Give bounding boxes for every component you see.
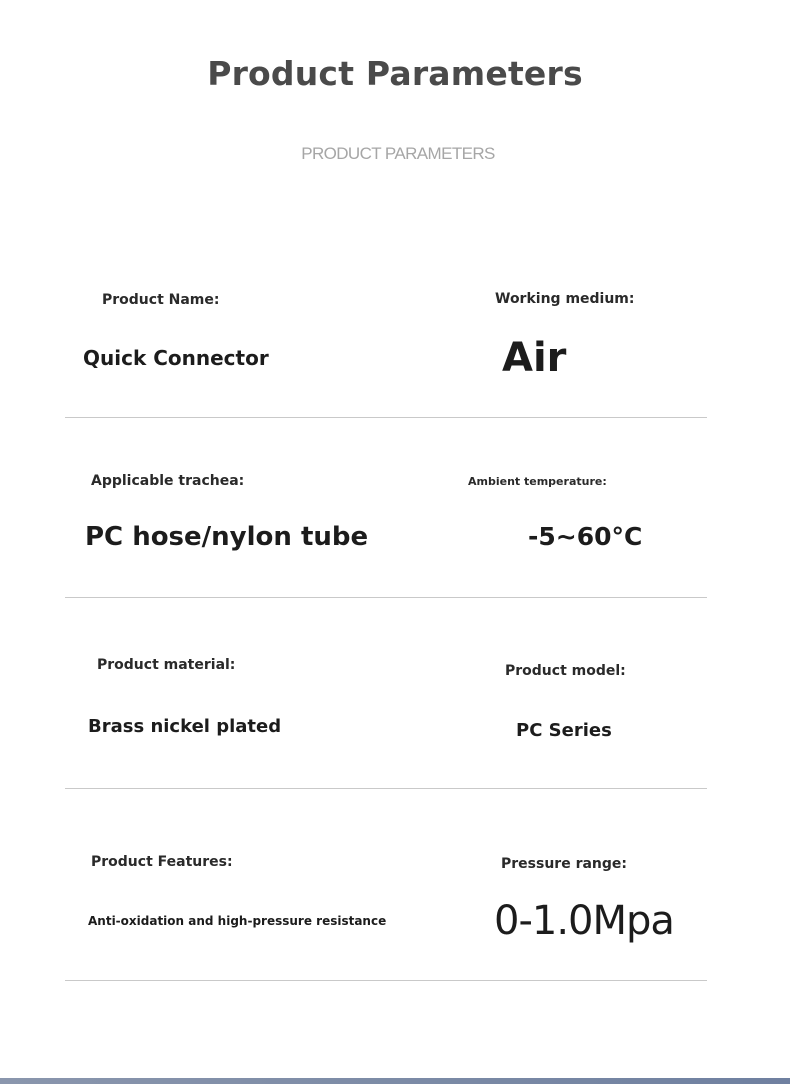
param-label-product-features: Product Features: xyxy=(91,854,233,870)
param-value-pressure-range: 0-1.0Mpa xyxy=(494,898,674,944)
row-divider xyxy=(65,417,707,418)
param-label-applicable-trachea: Applicable trachea: xyxy=(91,473,245,489)
page-title: Product Parameters xyxy=(207,54,583,93)
param-label-ambient-temperature: Ambient temperature: xyxy=(468,475,607,488)
param-label-pressure-range: Pressure range: xyxy=(501,856,627,872)
param-value-product-model: PC Series xyxy=(516,720,612,741)
param-value-product-name: Quick Connector xyxy=(83,346,269,370)
param-label-working-medium: Working medium: xyxy=(495,291,635,307)
param-value-applicable-trachea: PC hose/nylon tube xyxy=(85,522,369,552)
param-value-product-features: Anti-oxidation and high-pressure resistance xyxy=(88,914,387,928)
param-label-product-name: Product Name: xyxy=(102,292,220,308)
param-label-product-material: Product material: xyxy=(97,657,236,673)
param-label-product-model: Product model: xyxy=(505,663,626,679)
param-value-working-medium: Air xyxy=(502,335,567,381)
page-subtitle: PRODUCT PARAMETERS xyxy=(301,144,495,163)
row-divider xyxy=(65,597,707,598)
row-divider xyxy=(65,980,707,981)
footer-bar xyxy=(0,1078,790,1084)
param-value-ambient-temperature: -5~60°C xyxy=(528,522,643,551)
row-divider xyxy=(65,788,707,789)
param-value-product-material: Brass nickel plated xyxy=(88,716,282,737)
